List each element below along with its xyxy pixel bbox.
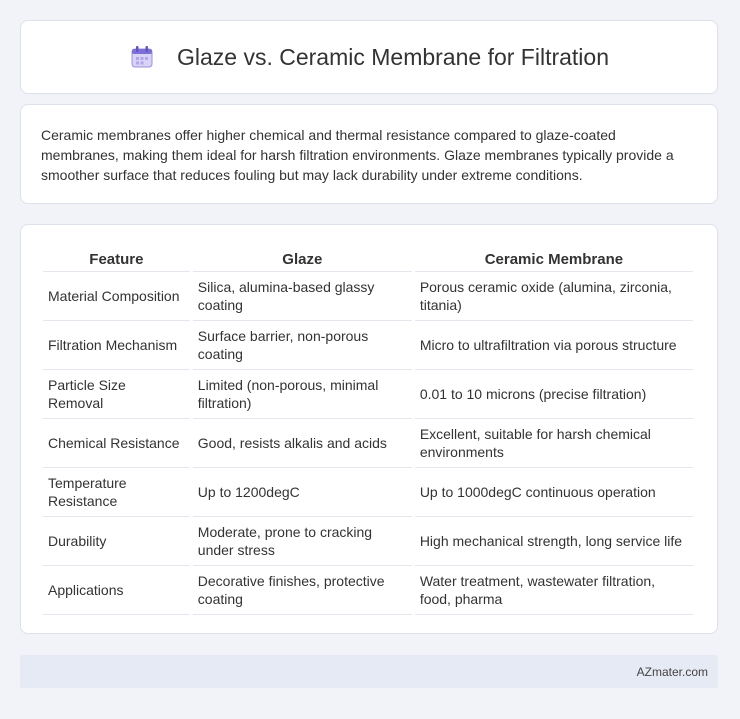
- feature-cell: Chemical Resistance: [43, 419, 190, 468]
- table-row: [43, 419, 693, 468]
- ceramic-cell: Micro to ultrafiltration via porous structure: [415, 321, 693, 370]
- ceramic-cell: High mechanical strength, long service life: [415, 517, 693, 566]
- ceramic-cell: 0.01 to 10 microns (precise filtration): [415, 370, 693, 419]
- table-row: [43, 321, 693, 370]
- footer-brand[interactable]: AZmater.com: [636, 664, 708, 679]
- glaze-cell: Limited (non-porous, minimal filtration): [193, 370, 412, 419]
- header-feature: Feature: [43, 245, 190, 272]
- ceramic-cell: Porous ceramic oxide (alumina, zirconia, titania): [415, 272, 693, 321]
- glaze-cell: Up to 1200degC: [193, 468, 412, 517]
- header-ceramic-membrane: Ceramic Membrane: [415, 245, 693, 272]
- table-row: [43, 370, 693, 419]
- title-card: [20, 20, 718, 94]
- feature-cell: Particle Size Removal: [43, 370, 190, 419]
- calendar-icon: [129, 44, 155, 70]
- summary-text: Ceramic membranes offer higher chemical and thermal resistance compared to glaze-coated membranes, making them ideal for harsh filtration environments. Glaze membranes typically provide a smoother surface that reduces fouling but may lack durability under extreme conditions.: [41, 127, 674, 183]
- table-row: [43, 566, 693, 615]
- comparison-table-card: [20, 224, 718, 634]
- glaze-cell: Decorative finishes, protective coating: [193, 566, 412, 615]
- table-header-row: [43, 245, 693, 272]
- comparison-table: [40, 245, 696, 615]
- glaze-cell: Moderate, prone to cracking under stress: [193, 517, 412, 566]
- header-glaze: Glaze: [193, 245, 412, 272]
- feature-cell: Filtration Mechanism: [43, 321, 190, 370]
- feature-cell: Temperature Resistance: [43, 468, 190, 517]
- feature-cell: Applications: [43, 566, 190, 615]
- ceramic-cell: Excellent, suitable for harsh chemical environments: [415, 419, 693, 468]
- feature-cell: Material Composition: [43, 272, 190, 321]
- glaze-cell: Silica, alumina-based glassy coating: [193, 272, 412, 321]
- glaze-cell: Surface barrier, non-porous coating: [193, 321, 412, 370]
- glaze-cell: Good, resists alkalis and acids: [193, 419, 412, 468]
- ceramic-cell: Up to 1000degC continuous operation: [415, 468, 693, 517]
- table-row: [43, 468, 693, 517]
- table-row: [43, 517, 693, 566]
- footer-bar: [20, 655, 718, 688]
- feature-cell: Durability: [43, 517, 190, 566]
- page-title: Glaze vs. Ceramic Membrane for Filtration: [176, 43, 609, 70]
- table-row: [43, 272, 693, 321]
- ceramic-cell: Water treatment, wastewater filtration, food, pharma: [415, 566, 693, 615]
- summary-card: [20, 104, 718, 204]
